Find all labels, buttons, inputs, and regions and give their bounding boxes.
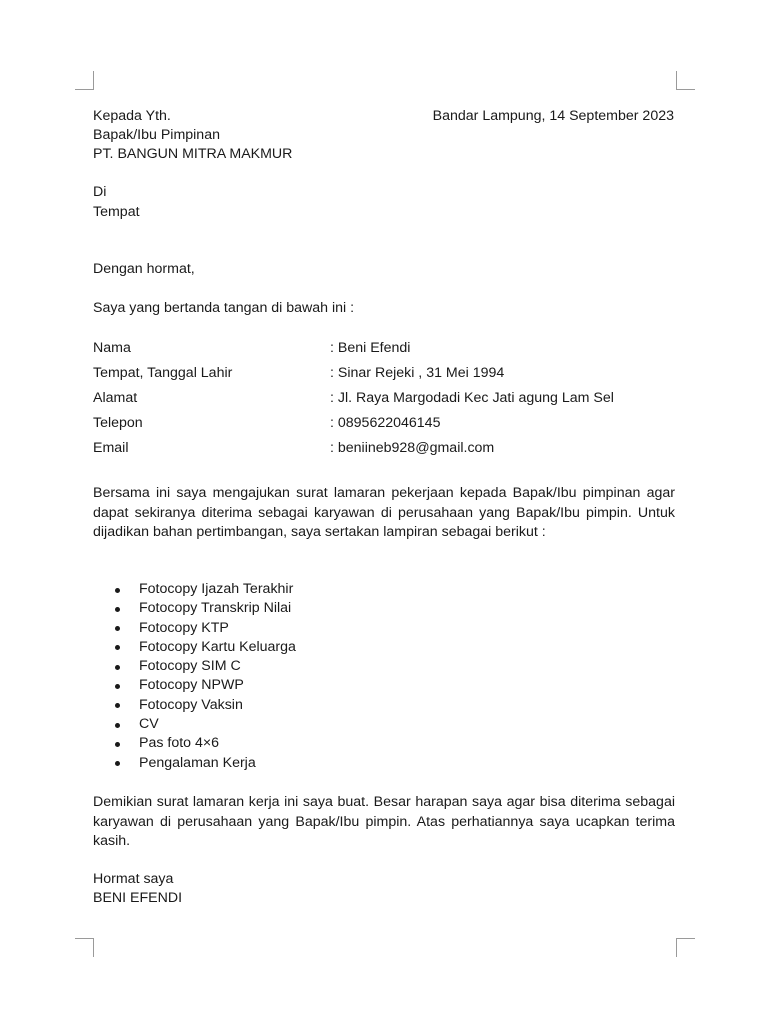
list-item: Fotocopy Transkrip Nilai bbox=[112, 599, 296, 618]
bullet-icon bbox=[115, 626, 120, 631]
list-item: Fotocopy NPWP bbox=[112, 676, 296, 695]
bullet-icon bbox=[115, 742, 120, 747]
bullet-icon bbox=[115, 684, 120, 689]
recipient-line-1: Kepada Yth. bbox=[93, 108, 171, 124]
list-item: Fotocopy Ijazah Terakhir bbox=[112, 580, 296, 599]
bullet-icon bbox=[115, 645, 120, 650]
intro-line: Saya yang bertanda tangan di bawah ini : bbox=[93, 300, 355, 316]
list-item: Fotocopy SIM C bbox=[112, 657, 296, 676]
body-paragraph: Bersama ini saya mengajukan surat lamaran pekerjaan kepada Bapak/Ibu pimpinan agar dapat sekiranya diterima sebagai karyawan di perusahaan yang Bapak/Ibu pimpin. Untuk dijadikan bahan pertimbangan, saya sertakan lampiran sebagai berikut : bbox=[93, 485, 675, 540]
detail-label: Tempat, Tanggal Lahir bbox=[93, 365, 233, 381]
list-item: Pas foto 4×6 bbox=[112, 734, 296, 753]
list-item: Fotocopy Kartu Keluarga bbox=[112, 638, 296, 657]
crop-mark-bottom-right bbox=[676, 938, 695, 957]
signature-name: BENI EFENDI bbox=[93, 890, 183, 906]
bullet-icon bbox=[115, 761, 120, 766]
signoff: Hormat saya bbox=[93, 871, 174, 887]
detail-value: : Jl. Raya Margodadi Kec Jati agung Lam Sel bbox=[330, 390, 614, 406]
recipient-tempat: Tempat bbox=[93, 204, 140, 220]
bullet-icon bbox=[115, 588, 120, 593]
greeting: Dengan hormat, bbox=[93, 261, 195, 277]
detail-value: : Beni Efendi bbox=[330, 340, 411, 356]
attachment-list bbox=[112, 580, 296, 773]
bullet-icon bbox=[115, 723, 120, 728]
bullet-icon bbox=[115, 607, 120, 612]
detail-label: Email bbox=[93, 440, 129, 456]
list-item: CV bbox=[112, 715, 296, 734]
detail-label: Alamat bbox=[93, 390, 138, 406]
detail-value: : beniineb928@gmail.com bbox=[330, 440, 495, 456]
crop-mark-bottom-left bbox=[75, 938, 94, 957]
detail-label: Nama bbox=[93, 340, 131, 356]
recipient-di: Di bbox=[93, 184, 107, 200]
list-item: Fotocopy Vaksin bbox=[112, 696, 296, 715]
detail-value: : Sinar Rejeki , 31 Mei 1994 bbox=[330, 365, 505, 381]
closing-paragraph: Demikian surat lamaran kerja ini saya buat. Besar harapan saya agar bisa diterima sebagai karyawan di perusahaan yang Bapak/Ibu pimpin. Atas perhatiannya saya ucapkan terima kasih. bbox=[93, 794, 675, 849]
detail-label: Telepon bbox=[93, 415, 143, 431]
crop-mark-top-right bbox=[676, 71, 695, 90]
recipient-line-2: Bapak/Ibu Pimpinan bbox=[93, 127, 220, 143]
list-item: Pengalaman Kerja bbox=[112, 754, 296, 773]
detail-value: : 0895622046145 bbox=[330, 415, 441, 431]
place-date: Bandar Lampung, 14 September 2023 bbox=[432, 108, 674, 124]
recipient-company: PT. BANGUN MITRA MAKMUR bbox=[93, 146, 293, 162]
bullet-icon bbox=[115, 665, 120, 670]
list-item: Fotocopy KTP bbox=[112, 619, 296, 638]
bullet-icon bbox=[115, 703, 120, 708]
crop-mark-top-left bbox=[75, 71, 94, 90]
